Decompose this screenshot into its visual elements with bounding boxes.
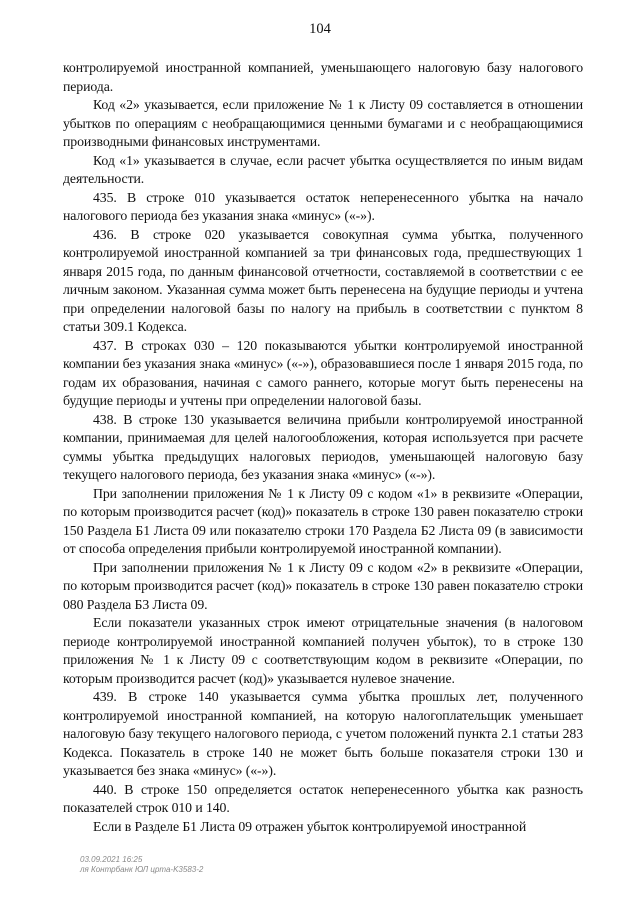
- paragraph: 440. В строке 150 определяется остаток неперенесенного убытка как разность показателей строк 010 и 140.: [63, 781, 583, 815]
- paragraph: 439. В строке 140 указывается сумма убытка прошлых лет, полученного контролируемой иностранной компанией, на которую налогоплательщик уменьшает налоговую базу текущего налогового периода, с учетом положений пункта 2.1 статьи 283 Кодекса. Показатель в строке 140 не может быть больше показателя строки 130 и указывается без знака «минус» («-»).: [63, 689, 583, 778]
- paragraph: Код «2» указывается, если приложение № 1 к Листу 09 составляется в отношении убытков по операциям с необращающимися ценными бумагами и с необращающимися производными финансовых инструментами.: [63, 97, 583, 149]
- footer-source: ля Контрбанк ЮЛ црта-K3583-2: [80, 865, 204, 874]
- paragraph: 437. В строках 030 – 120 показываются убытки контролируемой иностранной компании без указания знака «минус» («-»), образовавшиеся после 1 января 2015 года, по годам их образования, начиная с самого раннего, которые могут быть перенесены на будущие периоды и учтены при определении налоговой базы.: [63, 337, 583, 408]
- paragraph: При заполнении приложения № 1 к Листу 09 с кодом «1» в реквизите «Операции, по которым производится расчет (код)» показатель в строке 130 равен показателю строки 150 Раздела Б1 Листа 09 или показателю строки 170 Раздела Б2 Листа 09 (в зависимости от способа определения прибыли контролируемой иностранной компании).: [63, 485, 583, 556]
- paragraph: При заполнении приложения № 1 к Листу 09 с кодом «2» в реквизите «Операции, по которым производится расчет (код)» показатель в строке 130 равен показателю строки 080 Раздела Б3 Листа 09.: [63, 559, 583, 612]
- paragraph: Если показатели указанных строк имеют отрицательные значения (в налоговом периоде контролируемой иностранной компанией получен убыток), то в строке 130 приложения № 1 к Листу 09 с соответствующим кодом в реквизите «Операции, по которым производится расчет (код)» указывается нулевое значение.: [63, 615, 583, 686]
- paragraph: 435. В строке 010 указывается остаток неперенесенного убытка на начало налогового периода без указания знака «минус» («-»).: [63, 189, 583, 223]
- page-number: 104: [309, 21, 331, 37]
- body-text: [63, 59, 583, 836]
- paragraph: контролируемой иностранной компанией, уменьшающего налоговую базу налогового периода.: [63, 60, 583, 94]
- footer-stamp: [80, 855, 203, 875]
- paragraph: Код «1» указывается в случае, если расчет убытка осуществляется по иным видам деятельности.: [63, 152, 583, 186]
- paragraph: 436. В строке 020 указывается совокупная сумма убытка, полученного контролируемой иностранной компанией за три финансовых года, предшествующих 1 января 2015 года, по данным финансовой отчетности, составляемой в соответствии с ее личным законом. Указанная сумма может быть перенесена на будущие периоды и учтена при определении налоговой базы по налогу на прибыль в соответствии с пунктом 8 статьи 309.1 Кодекса.: [63, 226, 583, 334]
- paragraph: 438. В строке 130 указывается величина прибыли контролируемой иностранной компании, принимаемая для целей налогообложения, которая используется при расчете суммы убытка предыдущих налоговых периодов, уменьшающей налоговую базу текущего налогового периода, без указания знака «минус» («-»).: [63, 411, 583, 482]
- footer-timestamp: 03.09.2021 16:25: [80, 855, 143, 864]
- paragraph: Если в Разделе Б1 Листа 09 отражен убыток контролируемой иностранной: [93, 818, 527, 834]
